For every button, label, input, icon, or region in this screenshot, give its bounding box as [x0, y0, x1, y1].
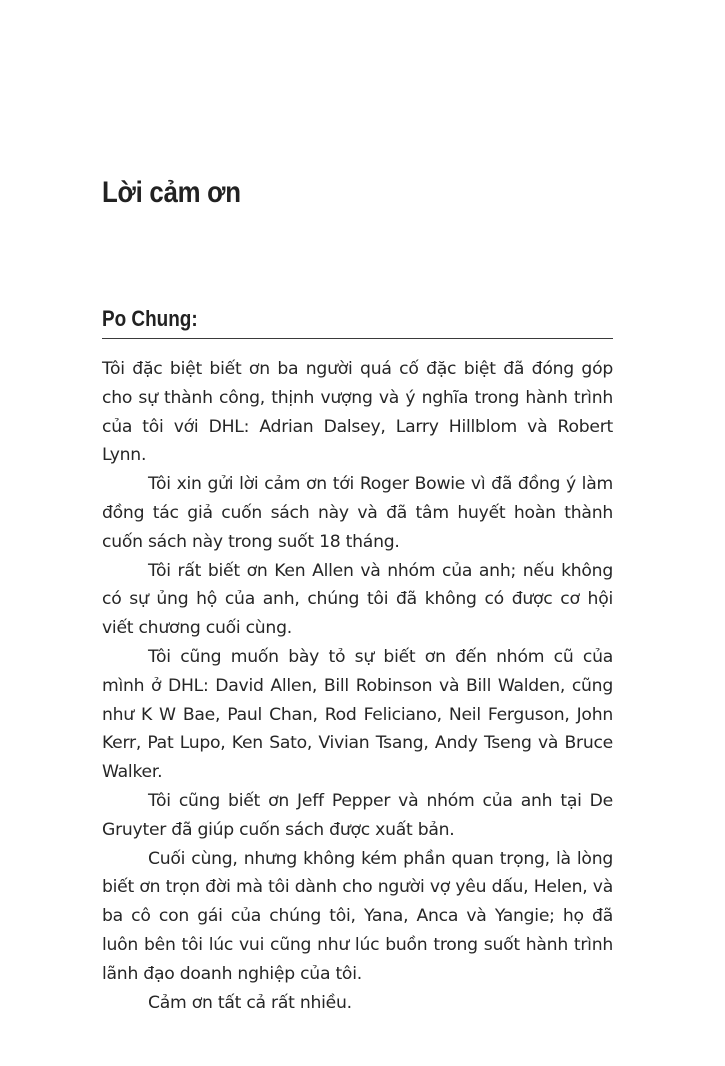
- paragraph: Tôi xin gửi lời cảm ơn tới Roger Bowie vì đã đồng ý làm đồng tác giả cuốn sách này và đã tâm huyết hoàn thành cuốn sách này trong suốt 18 tháng.: [102, 474, 613, 552]
- paragraph: Tôi cũng muốn bày tỏ sự biết ơn đến nhóm cũ của mình ở DHL: David Allen, Bill Robinson và Bill Walden, cũng như K W Bae, Paul Chan, Rod Feliciano, Neil Ferguson, John Kerr, Pat Lupo, Ken Sato, Vivian Tsang, Andy Tseng và Bruce Walker.: [102, 646, 613, 783]
- section-header: [102, 303, 613, 339]
- paragraph: Tôi rất biết ơn Ken Allen và nhóm của anh; nếu không có sự ủng hộ của anh, chúng tôi đã không có được cơ hội viết chương cuối cùng.: [102, 560, 613, 639]
- paragraph: Tôi cũng biết ơn Jeff Pepper và nhóm của anh tại De Gruyter đã giúp cuốn sách được xuất bản.: [102, 790, 613, 840]
- page-title: Lời cảm ơn: [102, 176, 241, 209]
- paragraph: Tôi đặc biệt biết ơn ba người quá cố đặc biệt đã đóng góp cho sự thành công, thịnh vượng và ý nghĩa trong hành trình của tôi với DHL: Adrian Dalsey, Larry Hillblom và Robert Lynn.: [102, 359, 613, 466]
- paragraph: Cuối cùng, nhưng không kém phần quan trọng, là lòng biết ơn trọn đời mà tôi dành cho người vợ yêu dấu, Helen, và ba cô con gái của chúng tôi, Yana, Anca và Yangie; họ đã luôn bên tôi lúc vui cũng như lúc buồn trong suốt hành trình lãnh đạo doanh nghiệp của tôi.: [102, 848, 613, 984]
- paragraph: Cảm ơn tất cả rất nhiều.: [148, 992, 352, 1013]
- body-text: [102, 355, 613, 1017]
- section-heading: Po Chung:: [102, 306, 198, 331]
